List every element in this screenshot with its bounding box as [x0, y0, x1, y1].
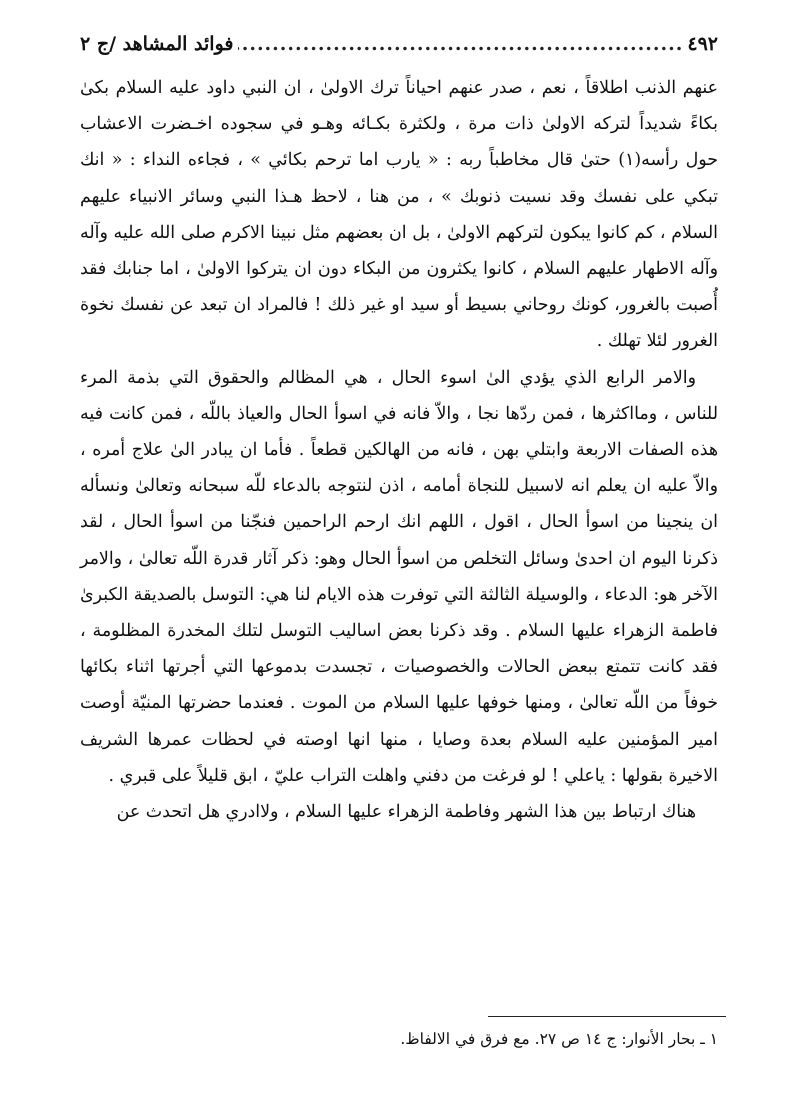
paragraph-1: عنهم الذنب اطلاقاً ، نعم ، صدر عنهم احياناً ترك الاولىٰ ، ان النبي داود عليه السلام بكىٰ بكاءً شديداً لتركه الاولىٰ ذات مرة ، ولكثرة بكـائه وهـو في سجوده اخـضرت الاعشاب حول رأسه(١) حتىٰ قال مخاطباً ربه : « يارب اما ترحم بكائي » ، فجاءه النداء : « انك تبكي على نفسك وقد نسيت ذنوبك » ، من هنا ، لاحظ هـذا النبي وسائر الانبياء عليهم السلام ، كم كانوا يبكون لتركهم الاولىٰ ، بل ان بعضهم مثل نبينا الاكرم صلى الله عليه وآله وآله الاطهار عليهم السلام ، كانوا يكثرون من البكاء دون ان يتركوا الاولىٰ ، اما جنابك فقد أُصبت بالغرور، كونك روحاني بسيط أو سيد او غير ذلك ! فالمراد ان تبعد عن نفسك نخوة الغرور لئلا تهلك .	[80, 78, 719, 352]
body-text	[80, 70, 718, 830]
paragraph-2: والامر الرابع الذي يؤدي الىٰ اسوء الحال ، هي المظالم والحقوق التي بذمة المرء للناس ، ومااكثرها ، فمن ردّها نجا ، والاّ فانه في اسوأ الحال والعياذ باللّه ، فمن كانت فيه هذه الصفات الاربعة وابتلي بهن ، فانه من الهالكين قطعاً . فأما ان يبادر الىٰ علاج أمره ، والاّ عليه ان يعلم انه لاسبيل للنجاة أمامه ، اذن لنتوجه بالدعاء للّه سبحانه وتعالىٰ ونسأله ان ينجينا من اسوأ الحال ، اقول ، اللهم انك ارحم الراحمين فنجّنا من اسوأ الحال ، لقد ذكرنا اليوم ان احدىٰ وسائل التخلص من اسوأ الحال وهو: ذكر آثار قدرة اللّه تعالىٰ ، والامر الآخر هو: الدعاء ، والوسيلة الثالثة التي توفرت هذه الايام لنا هي: التوسل بالصديقة الكبرىٰ فاطمة الزهراء عليها السلام . وقد ذكرنا بعض اساليب التوسل لتلك المخدرة المظلومة ، فقد كانت تتمتع ببعض الحالات والخصوصيات ، تجسدت بدموعها التي أجرتها اثناء بكائها خوفاً من اللّه تعالىٰ ، ومنها خوفها عليها السلام من الموت . فعندما حضرتها المنيّة أوصت امير المؤمنين عليه السلام بعدة وصايا ، منها انها اوصته في لحظات عمرها الشريف الاخيرة بقولها : ياعلي ! لو فرغت من دفني واهلت التراب عليّ ، ابق قليلاً على قبري .	[80, 367, 718, 786]
footnote-divider	[488, 1016, 726, 1017]
page-content	[80, 30, 718, 830]
footnote: ١ ـ بحار الأنوار: ج ١٤ ص ٢٧. مع فرق في الالفاظ.	[400, 1030, 718, 1048]
dot-leader	[238, 30, 684, 58]
paragraph-3: هناك ارتباط بين هذا الشهر وفاطمة الزهراء عليها السلام ، ولاادري هل اتحدث عن	[116, 802, 696, 823]
running-header	[80, 30, 718, 60]
book-title: فوائد المشاهد /ج ٢	[80, 33, 234, 55]
page-number: ٤٩٢	[687, 33, 718, 55]
